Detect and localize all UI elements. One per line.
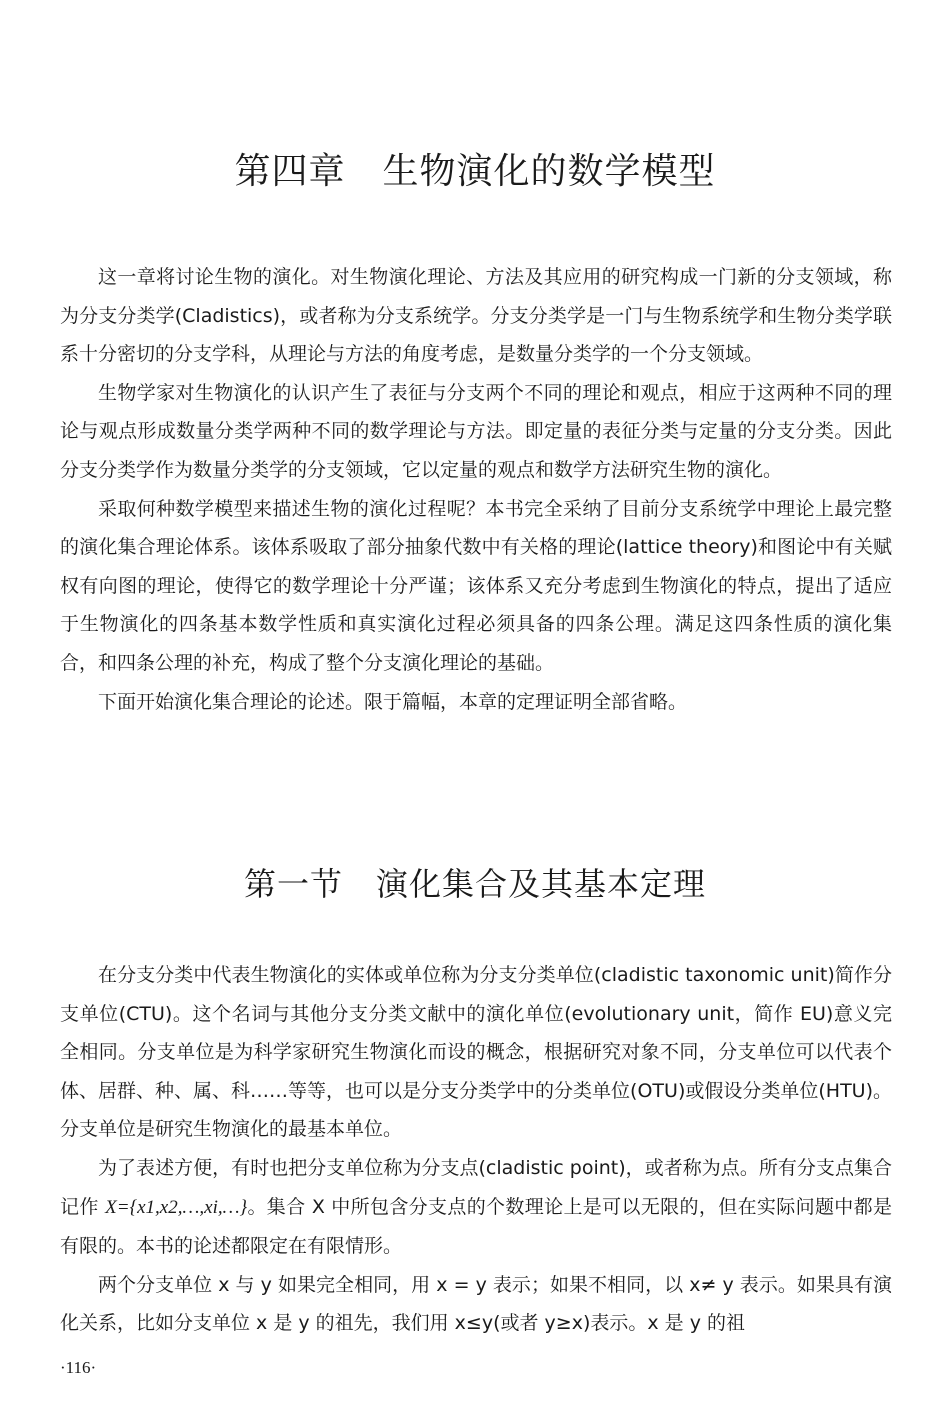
section-paragraph-2-part-b: 。集合 X 中所包含分支点的个数理论上是可以无限的，但在实际问题中都是有限的。本书的论述都限定在有限情形。: [60, 1195, 892, 1258]
section-paragraph-3: 两个分支单位 x 与 y 如果完全相同，用 x = y 表示；如果不相同，以 x≠ y 表示。如果具有演化关系，比如分支单位 x 是 y 的祖先，我们用 x≤y(或者 y≥x)表示。x 是 y 的祖: [60, 1273, 892, 1335]
intro-text: [60, 258, 892, 721]
intro-paragraph-3: 采取何种数学模型来描述生物的演化过程呢？本书完全采纳了目前分支系统学中理论上最完整的演化集合理论体系。该体系吸取了部分抽象代数中有关格的理论(lattice theory)和图论中有关赋权有向图的理论，使得它的数学理论十分严谨；该体系又充分考虑到生物演化的特点，提出了适应于生物演化的四条基本数学性质和真实演化过程必须具备的四条公理。满足这四条性质的演化集合，和四条公理的补充，构成了整个分支演化理论的基础。: [60, 497, 892, 674]
intro-paragraph-2: 生物学家对生物演化的认识产生了表征与分支两个不同的理论和观点，相应于这两种不同的理论与观点形成数量分类学两种不同的数学理论与方法。即定量的表征分类与定量的分支分类。因此分支分类学作为数量分类学的分支领域，它以定量的观点和数学方法研究生物的演化。: [60, 381, 892, 481]
page-number: ·116·: [60, 1358, 97, 1377]
section-paragraph-1: 在分支分类中代表生物演化的实体或单位称为分支分类单位(cladistic taxonomic unit)简作分支单位(CTU)。这个名词与其他分支分类文献中的演化单位(evolutionary unit，简作 EU)意义完全相同。分支单位是为科学家研究生物演化而设的概念，根据研究对象不同，分支单位可以代表个体、居群、种、属、科……等等，也可以是分支分类学中的分类单位(OTU)或假设分类单位(HTU)。分支单位是研究生物演化的最基本单位。: [60, 964, 892, 1141]
section-paragraph-2-part-a: 为了表述方便，有时也把分支单位称为分支点(cladistic point)，或者称为点。所有分支点集合记作: [60, 1156, 892, 1218]
intro-paragraph-4: 下面开始演化集合理论的论述。限于篇幅，本章的定理证明全部省略。: [98, 690, 688, 713]
section-paragraph-2: [60, 1149, 892, 1266]
intro-paragraph-1: 这一章将讨论生物的演化。对生物演化理论、方法及其应用的研究构成一门新的分支领域，称为分支分类学(Cladistics)，或者称为分支系统学。分支分类学是一门与生物系统学和生物分类学联系十分密切的分支学科，从理论与方法的角度考虑，是数量分类学的一个分支领域。: [60, 266, 892, 366]
chapter-title: 第四章 生物演化的数学模型: [234, 151, 716, 192]
point-set-formula: X={x1,x2,…,xi,…}: [105, 1196, 248, 1218]
section-title: 第一节 演化集合及其基本定理: [243, 865, 706, 903]
section-text: [60, 956, 892, 1343]
